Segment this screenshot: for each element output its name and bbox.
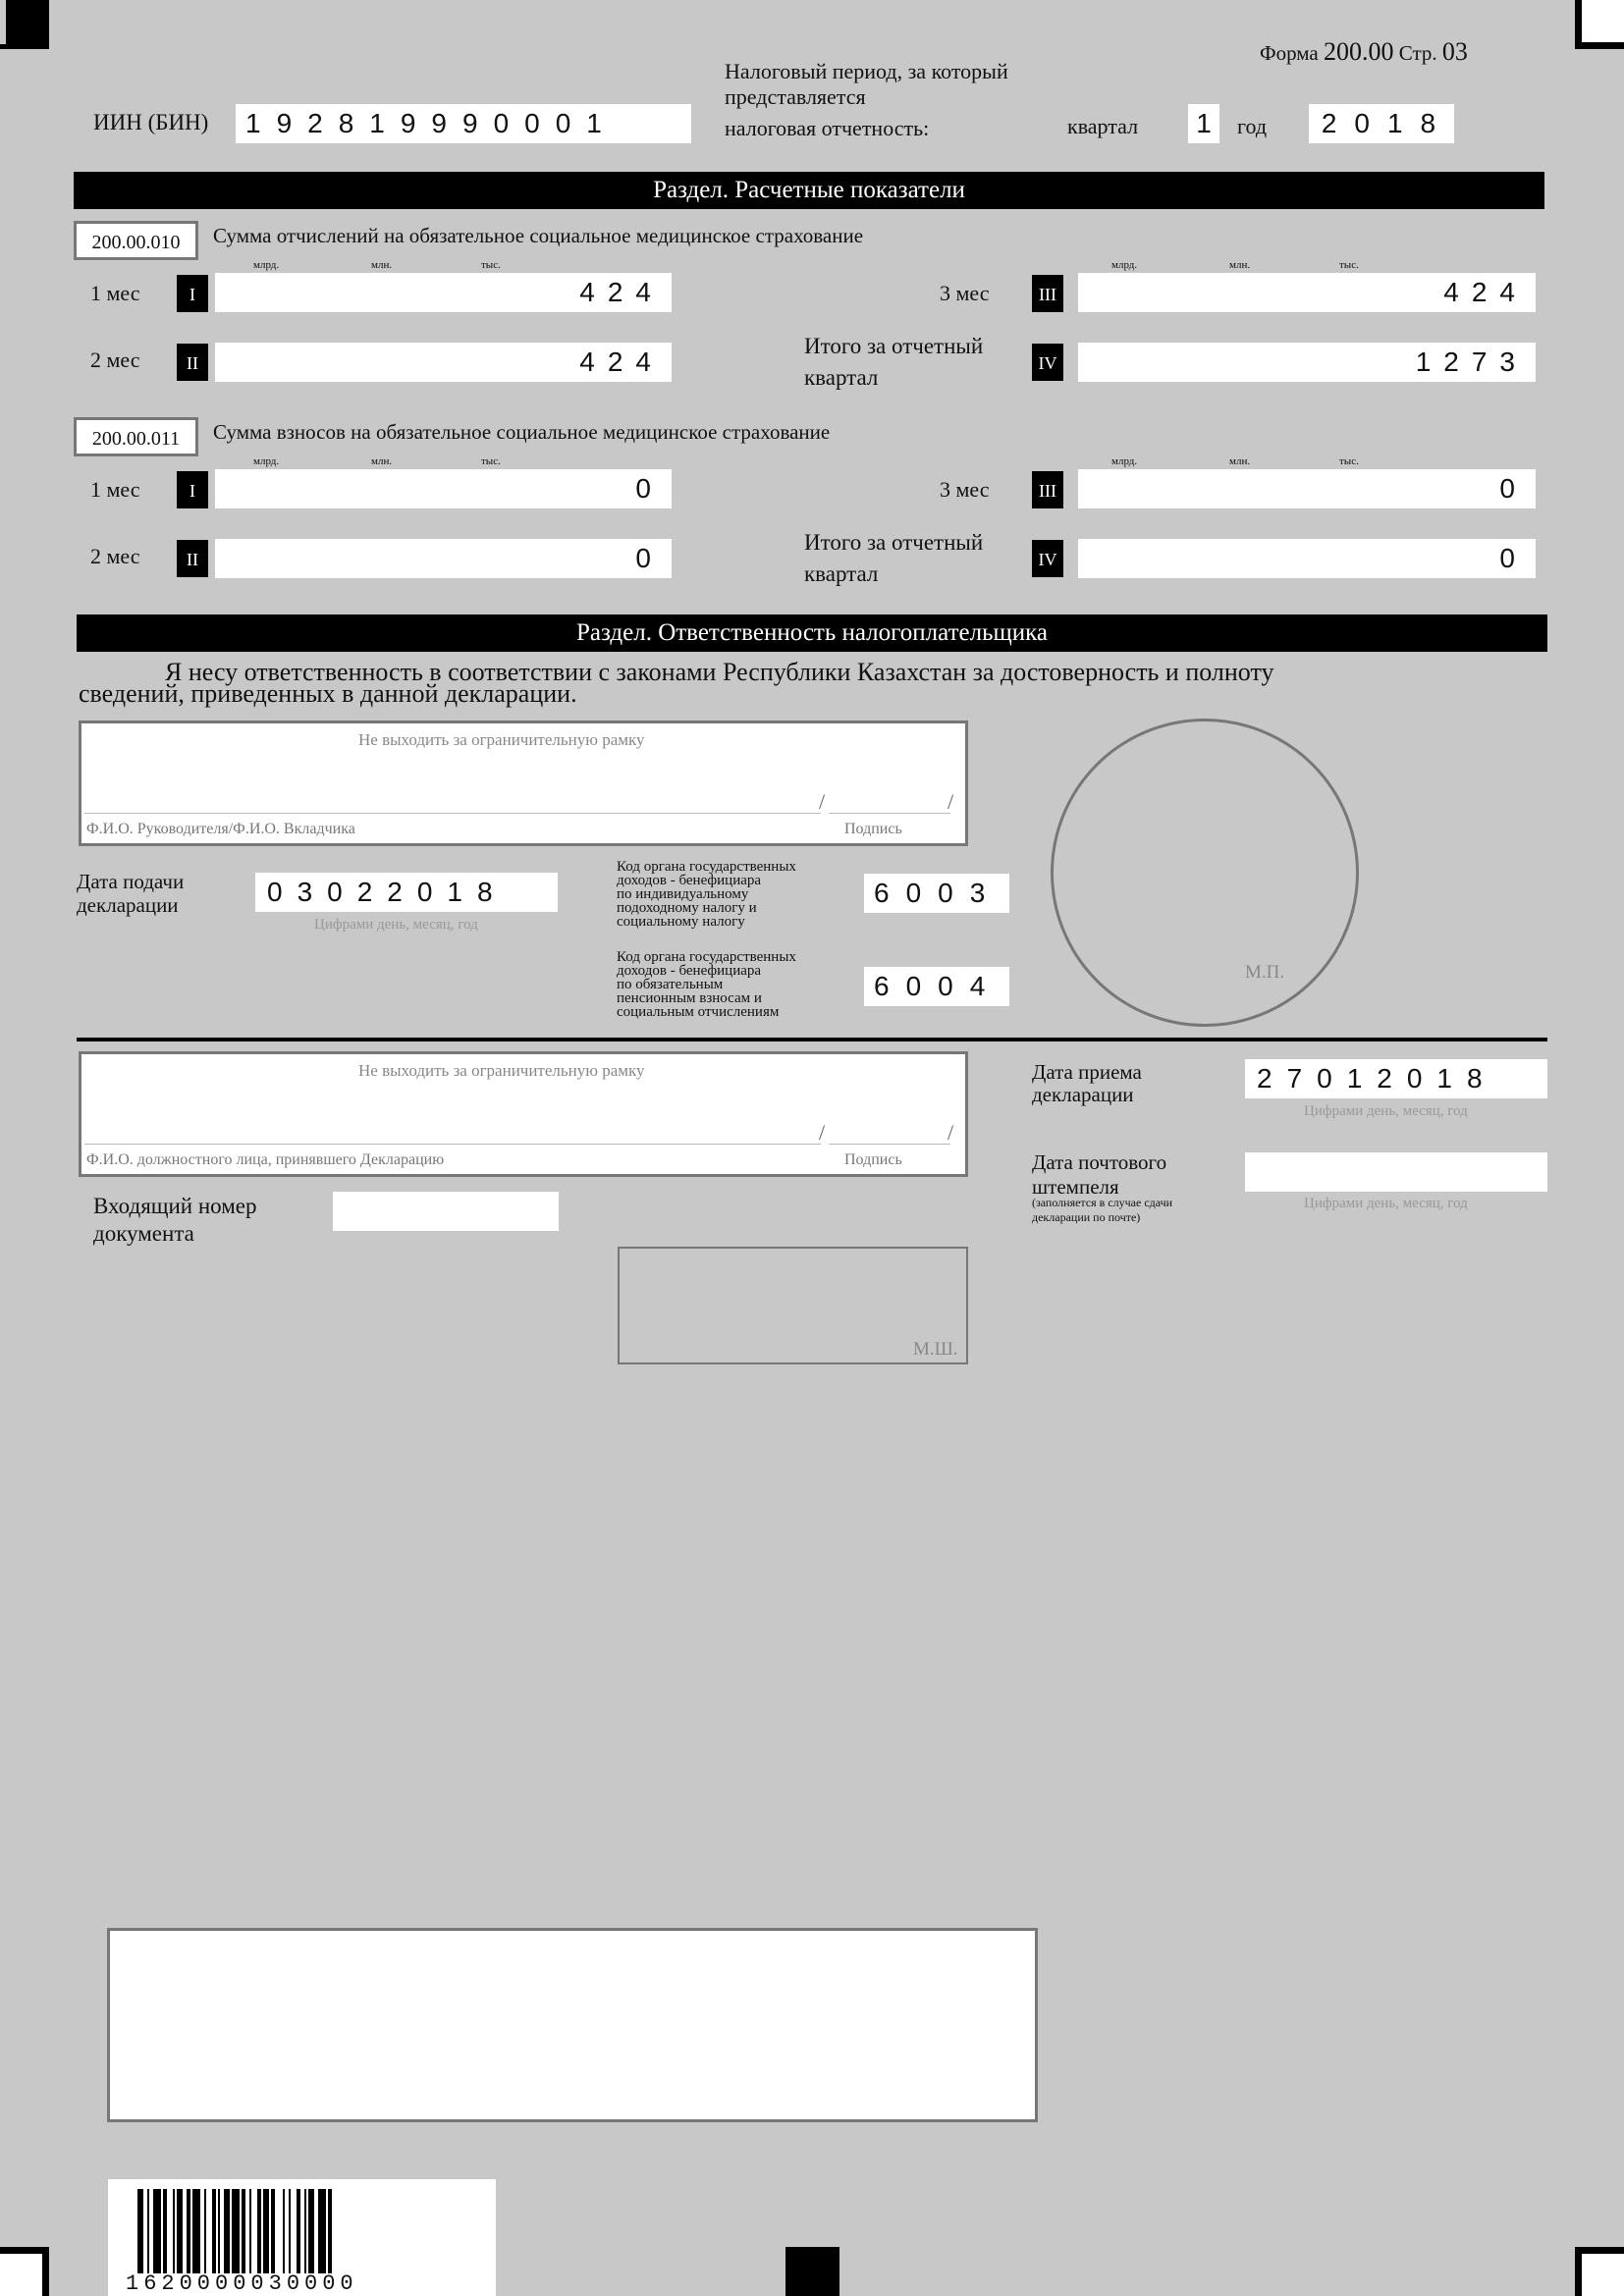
corner-mark-bottom-left-inner xyxy=(0,2254,42,2296)
barcode-bar xyxy=(137,2189,143,2282)
head-frame-hint: Не выходить за ограничительную рамку xyxy=(358,730,645,749)
year-label: год xyxy=(1237,114,1268,138)
statement-line-1: Я несу ответственность в соответствии с законами Республики Казахстан за достоверность и полноту xyxy=(165,658,1274,686)
postmark-date-field[interactable] xyxy=(1245,1152,1547,1192)
form-page-header xyxy=(1260,37,1468,67)
head-name-caption: Ф.И.О. Руководителя/Ф.И.О. Вкладчика xyxy=(86,821,355,837)
barcode-bar xyxy=(263,2189,269,2282)
roman-iv-011: IV xyxy=(1032,540,1063,577)
roman-iii-010: III xyxy=(1032,275,1063,312)
incoming-number-label-1: Входящий номер xyxy=(93,1194,257,1218)
org-code-1-label-line-5: социальному налогу xyxy=(617,914,745,930)
barcode-bar xyxy=(232,2189,240,2282)
field-code-010: 200.00.010 xyxy=(74,221,198,260)
barcode-bar xyxy=(173,2189,175,2282)
unit-mln-010-left: млн. xyxy=(371,259,393,271)
roman-ii-011: II xyxy=(177,540,208,577)
org-code-2-label-line-4: пенсионным взносам и xyxy=(617,990,762,1006)
field-code-011: 200.00.011 xyxy=(74,417,198,456)
period-text-1: Налоговый период, за который xyxy=(725,59,1008,83)
official-signature-caption: Подпись xyxy=(844,1151,902,1168)
stamp-label: М.Ш. xyxy=(913,1339,958,1360)
submit-date-field[interactable]: 03022018 xyxy=(255,873,558,912)
total-value-011[interactable]: 0 xyxy=(1078,539,1536,578)
unit-mlrd-010-left: млрд. xyxy=(253,259,280,271)
year-field[interactable]: 2018 xyxy=(1309,104,1454,143)
submit-date-label-2: декларации xyxy=(77,893,179,917)
org-code-1-label-line-1: Код органа государственных xyxy=(617,859,796,875)
roman-i-010: I xyxy=(177,275,208,312)
org-code-1-label-line-2: доходов - бенефициара xyxy=(617,873,762,888)
month-1-label-011: 1 мес xyxy=(90,477,140,502)
corner-mark-top-left-inner xyxy=(0,0,6,44)
month-2-value-011[interactable]: 0 xyxy=(215,539,672,578)
barcode-bar xyxy=(204,2189,206,2282)
period-text-2: представляется xyxy=(725,84,866,109)
org-code-2-label-line-5: социальным отчислениям xyxy=(617,1004,780,1020)
head-slash-2: / xyxy=(947,789,954,814)
month-1-label-010: 1 мес xyxy=(90,281,140,305)
org-code-1-label xyxy=(617,860,796,929)
barcode-bar xyxy=(153,2189,161,2282)
barcode-bar xyxy=(224,2189,230,2282)
unit-mln-011-right: млн. xyxy=(1229,455,1251,467)
form-label: Форма xyxy=(1260,41,1319,65)
barcode-bar xyxy=(304,2189,306,2282)
section-divider xyxy=(77,1038,1547,1041)
barcode-bar xyxy=(328,2189,332,2282)
accept-date-hint: Цифрами день, месяц, год xyxy=(1304,1103,1468,1119)
barcode-digits: 1620000030000 xyxy=(126,2271,358,2296)
corner-mark-top-left xyxy=(0,0,49,49)
unit-mln-011-left: млн. xyxy=(371,455,393,467)
barcode-bar xyxy=(163,2189,167,2282)
org-code-2-label-line-1: Код органа государственных xyxy=(617,949,796,965)
field-010-title: Сумма отчислений на обязательное социальное медицинское страхование xyxy=(213,224,864,247)
corner-mark-bottom-right-inner xyxy=(1582,2254,1624,2296)
quarter-field[interactable]: 1 xyxy=(1188,104,1219,143)
corner-mark-bottom-center-inner xyxy=(793,2254,833,2296)
barcode-bar xyxy=(297,2189,300,2282)
barcode-bar xyxy=(271,2189,275,2282)
barcode-area xyxy=(108,2179,496,2296)
barcode-bar xyxy=(283,2189,285,2282)
accept-date-label-1: Дата приема xyxy=(1032,1060,1142,1084)
org-code-1-label-line-3: по индивидуальному xyxy=(617,886,749,902)
postmark-date-hint: Цифрами день, месяц, год xyxy=(1304,1196,1468,1211)
official-name-caption: Ф.И.О. должностного лица, принявшего Декларацию xyxy=(86,1151,445,1168)
postmark-note-1: (заполняется в случае сдачи xyxy=(1032,1196,1173,1209)
barcode-bar xyxy=(218,2189,220,2282)
roman-iii-011: III xyxy=(1032,471,1063,508)
roman-iv-010: IV xyxy=(1032,344,1063,381)
barcode-bar xyxy=(147,2189,149,2282)
official-frame-hint: Не выходить за ограничительную рамку xyxy=(358,1061,645,1080)
seal-circle xyxy=(1051,719,1359,1027)
head-slash-1: / xyxy=(819,789,826,814)
total-label-2-010: квартал xyxy=(804,365,879,390)
org-code-2-field[interactable]: 6004 xyxy=(864,967,1009,1006)
total-label-1-010: Итого за отчетный xyxy=(804,334,984,358)
org-code-1-field[interactable]: 6003 xyxy=(864,874,1009,913)
iin-field[interactable]: 192819990001 xyxy=(236,104,691,143)
org-code-2-label-line-3: по обязательным xyxy=(617,977,724,992)
unit-tys-011-left: тыс. xyxy=(481,455,501,467)
month-1-value-011[interactable]: 0 xyxy=(215,469,672,508)
period-text-3: налоговая отчетность: xyxy=(725,116,930,140)
month-2-label-011: 2 мес xyxy=(90,544,140,568)
unit-tys-010-right: тыс. xyxy=(1339,259,1359,271)
official-slash-2: / xyxy=(947,1120,954,1145)
official-slash-1: / xyxy=(819,1120,826,1145)
submit-date-hint: Цифрами день, месяц, год xyxy=(314,917,478,933)
unit-tys-011-right: тыс. xyxy=(1339,455,1359,467)
official-signature-line xyxy=(829,1144,950,1145)
org-code-1-label-line-4: подоходному налогу и xyxy=(617,900,757,916)
barcode-bar xyxy=(187,2189,190,2282)
head-signature-line xyxy=(829,813,950,814)
accept-date-field[interactable]: 27012018 xyxy=(1245,1059,1547,1098)
org-code-2-label-line-2: доходов - бенефициара xyxy=(617,963,762,979)
barcode-bar xyxy=(249,2189,251,2282)
field-011-title: Сумма взносов на обязательное социальное медицинское страхование xyxy=(213,420,831,444)
barcode-bar xyxy=(257,2189,261,2282)
statement-line-2: сведений, приведенных в данной декларации. xyxy=(79,679,577,708)
accept-date-label-2: декларации xyxy=(1032,1083,1134,1106)
barcode-bar xyxy=(318,2189,326,2282)
month-3-value-010[interactable]: 424 xyxy=(1078,273,1536,312)
submit-date-label-1: Дата подачи xyxy=(77,870,185,893)
quarter-label: квартал xyxy=(1067,114,1139,138)
barcode-bar xyxy=(192,2189,200,2282)
month-3-label-011: 3 мес xyxy=(940,477,990,502)
month-3-value-011[interactable]: 0 xyxy=(1078,469,1536,508)
postmark-label-1: Дата почтового xyxy=(1032,1150,1167,1174)
barcode-bar xyxy=(289,2189,291,2282)
section-responsibility-bar: Раздел. Ответственность налогоплательщика xyxy=(77,614,1547,652)
org-code-2-label xyxy=(617,950,796,1019)
incoming-number-label-2: документа xyxy=(93,1221,194,1246)
barcode-bar xyxy=(308,2189,314,2282)
seal-label: М.П. xyxy=(1245,962,1285,983)
unit-tys-010-left: тыс. xyxy=(481,259,501,271)
month-2-value-010[interactable]: 424 xyxy=(215,343,672,382)
month-3-label-010: 3 мес xyxy=(940,281,990,305)
unit-mlrd-010-right: млрд. xyxy=(1111,259,1138,271)
page-number: 03 xyxy=(1441,37,1468,66)
month-1-value-010[interactable]: 424 xyxy=(215,273,672,312)
month-2-label-010: 2 мес xyxy=(90,347,140,372)
unit-mlrd-011-right: млрд. xyxy=(1111,455,1138,467)
total-label-1-011: Итого за отчетный xyxy=(804,530,984,555)
barcode-bar xyxy=(177,2189,183,2282)
official-name-line xyxy=(84,1144,821,1145)
postmark-note-2: декларации по почте) xyxy=(1032,1210,1141,1224)
head-signature-caption: Подпись xyxy=(844,821,902,837)
roman-ii-010: II xyxy=(177,344,208,381)
head-name-line xyxy=(84,813,821,814)
postmark-label-2: штемпеля xyxy=(1032,1175,1119,1199)
total-value-010[interactable]: 1273 xyxy=(1078,343,1536,382)
total-label-2-011: квартал xyxy=(804,561,879,586)
page-label: Стр. xyxy=(1398,41,1437,65)
barcode-bar xyxy=(212,2189,216,2282)
unit-mlrd-011-left: млрд. xyxy=(253,455,280,467)
section-calculated-indicators-bar: Раздел. Расчетные показатели xyxy=(74,172,1544,209)
bottom-blank-frame xyxy=(107,1928,1038,2122)
barcode-bar xyxy=(242,2189,245,2282)
incoming-number-field[interactable] xyxy=(333,1192,559,1231)
form-number: 200.00 xyxy=(1324,37,1394,66)
roman-i-011: I xyxy=(177,471,208,508)
corner-mark-top-right-inner xyxy=(1582,0,1624,42)
unit-mln-010-right: млн. xyxy=(1229,259,1251,271)
iin-label: ИИН (БИН) xyxy=(93,110,209,134)
